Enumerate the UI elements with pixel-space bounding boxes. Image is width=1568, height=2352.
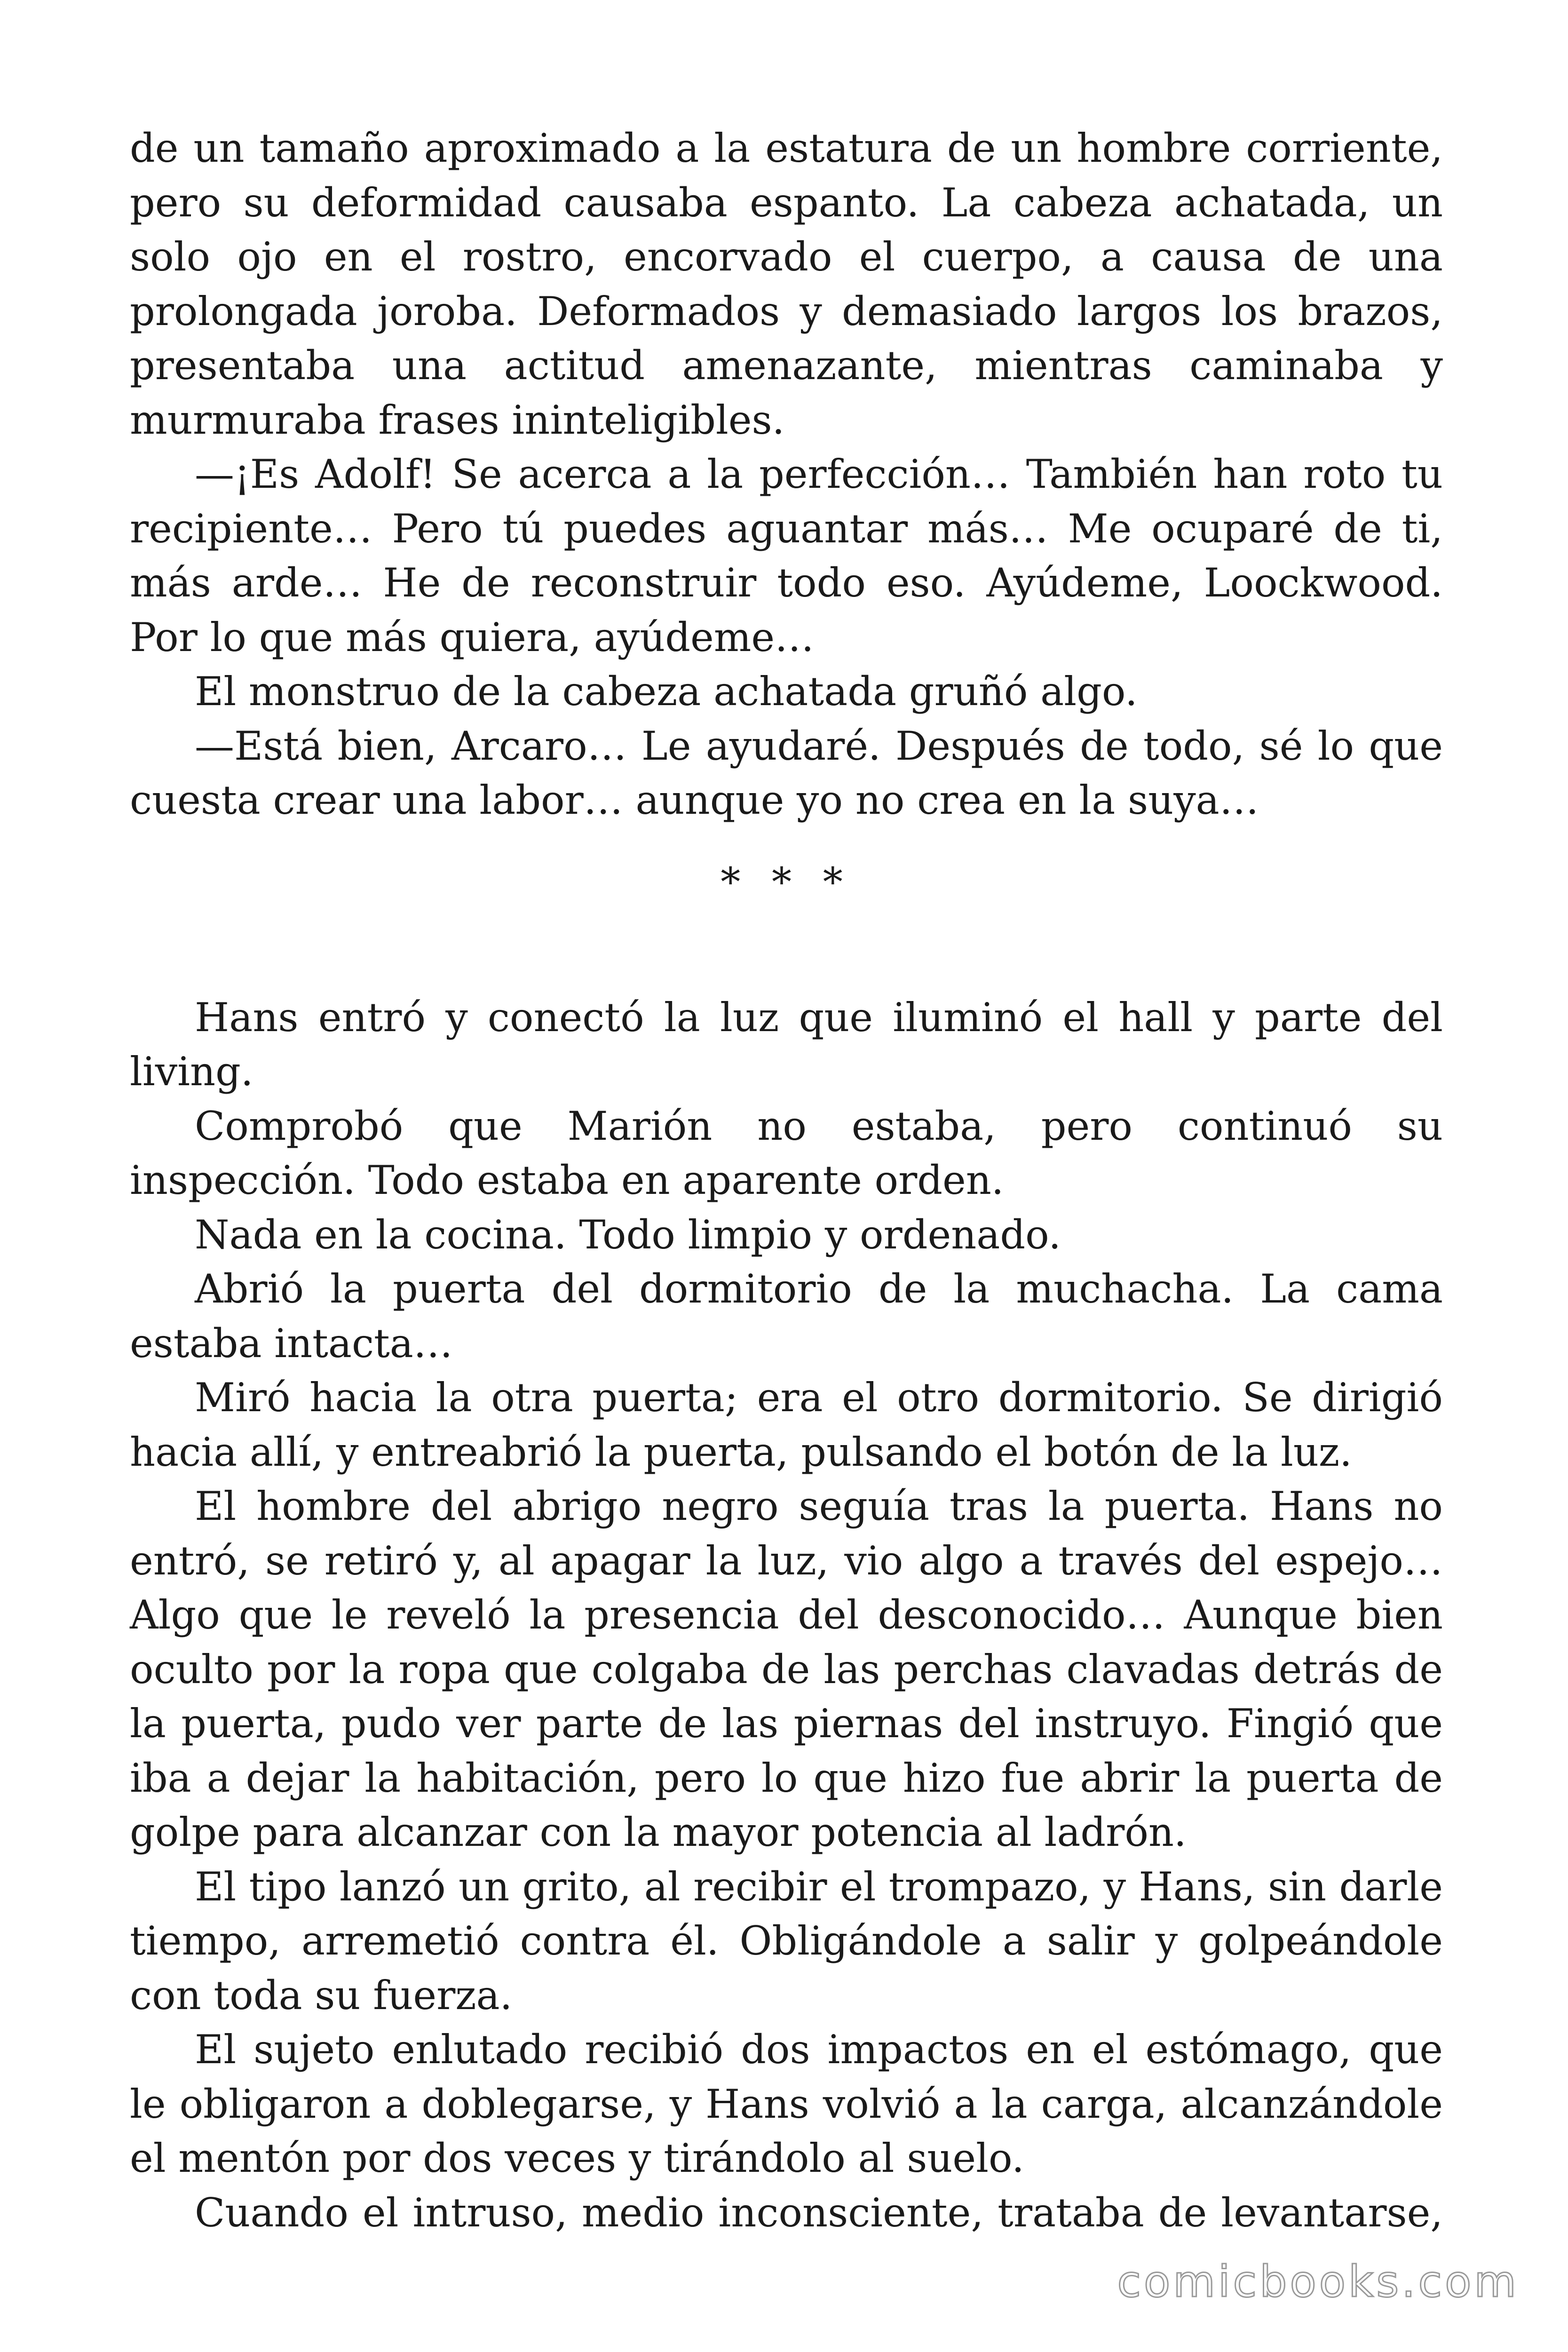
paragraph: —¡Es Adolf! Se acerca a la perfección… También han roto tu recipiente… Pero tú puedes aguantar más… Me ocuparé de ti, más arde… He de reconstruir todo eso. Ayúdeme, Loockwood. Por lo que más quiera, ayúdeme…	[130, 451, 1443, 660]
paragraph: de un tamaño aproximado a la estatura de un hombre corriente, pero su deformidad causaba espanto. La cabeza achatada, un solo ojo en el rostro, encorvado el cuerpo, a causa de una prolongada joroba. Deformados y demasiado largos los brazos, presentaba una actitud amenazante, mientras caminaba y murmuraba frases ininteligibles.	[130, 125, 1443, 443]
paragraph: Abrió la puerta del dormitorio de la muchacha. La cama estaba intacta…	[130, 1266, 1443, 1367]
paragraph: Miró hacia la otra puerta; era el otro dormitorio. Se dirigió hacia allí, y entreabrió la puerta, pulsando el botón de la luz.	[130, 1375, 1443, 1475]
paragraph: El tipo lanzó un grito, al recibir el trompazo, y Hans, sin darle tiempo, arremetió contra él. Obligándole a salir y golpeándole con toda su fuerza.	[130, 1863, 1443, 2018]
paragraph: El sujeto enlutado recibió dos impactos en el estómago, que le obligaron a doblegarse, y Hans volvió a la carga, alcanzándole el mentón por dos veces y tirándolo al suelo.	[130, 2026, 1443, 2181]
paragraph: —Está bien, Arcaro… Le ayudaré. Después de todo, sé lo que cuesta crear una labor… aunque yo no crea en la suya…	[130, 723, 1443, 823]
paragraph: El monstruo de la cabeza achatada gruñó algo.	[195, 668, 1138, 715]
page-body	[130, 121, 1443, 2240]
paragraph: Cuando el intruso, medio inconsciente, trataba de levantarse,	[195, 2189, 1443, 2236]
paragraph: Comprobó que Marión no estaba, pero continuó su inspección. Todo estaba en aparente orden.	[130, 1103, 1443, 1203]
paragraph: Hans entró y conectó la luz que iluminó el hall y parte del living.	[130, 994, 1443, 1095]
paragraph: Nada en la cocina. Todo limpio y ordenado.	[195, 1211, 1061, 1258]
paragraph: El hombre del abrigo negro seguía tras la puerta. Hans no entró, se retiró y, al apagar la luz, vio algo a través del espejo… Algo que le reveló la presencia del desconocido… Aunque bien oculto por la ropa que colgaba de las perchas clavadas detrás de la puerta, pudo ver parte de las piernas del instruyo. Fingió que iba a dejar la habitación, pero lo que hizo fue abrir la puerta de golpe para alcanzar con la mayor potencia al ladrón.	[130, 1483, 1443, 1855]
separator-asterisks: * * *	[721, 858, 852, 905]
section-separator	[130, 828, 1443, 991]
watermark-text: comicbooks.com	[1117, 2257, 1519, 2307]
